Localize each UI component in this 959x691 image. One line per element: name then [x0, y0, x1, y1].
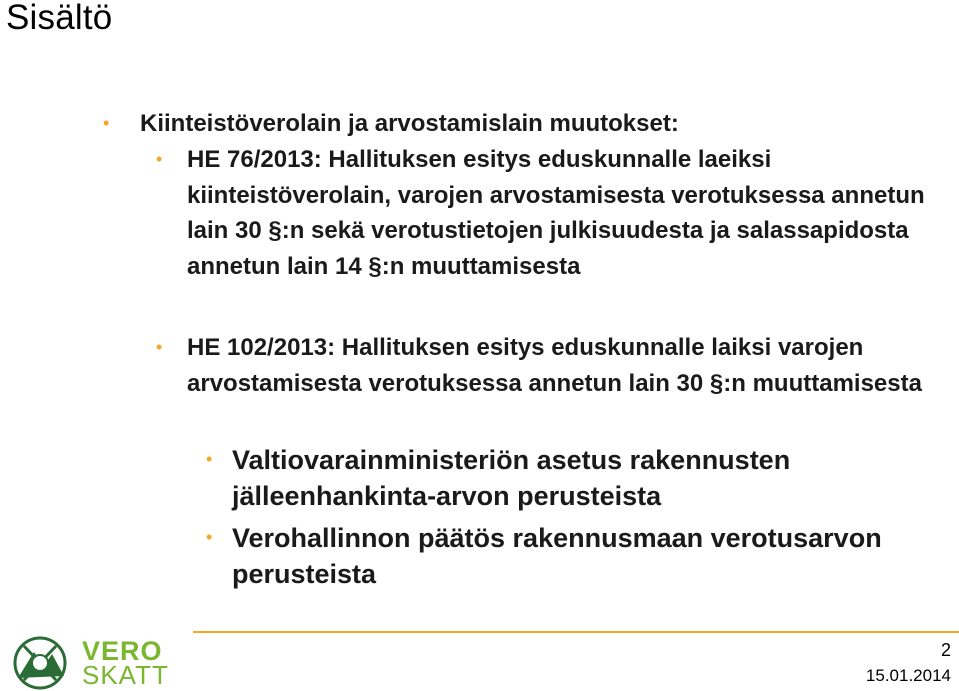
logo-text-skatt: SKATT	[82, 660, 169, 690]
footer-divider	[193, 631, 959, 633]
bullet-level1: Kiinteistöverolain ja arvostamislain muutokset:	[140, 110, 679, 137]
bullet-marker: •	[156, 149, 163, 169]
bullet-marker: •	[103, 113, 110, 133]
slide-date: 15.01.2014	[865, 666, 951, 685]
bullet-level3: Valtiovarainministeriön asetus rakennusten jälleenhankinta-arvon perusteista	[232, 445, 791, 511]
bullet-marker: •	[206, 527, 213, 547]
page-number: 2	[940, 640, 951, 660]
bullet-marker: •	[206, 449, 213, 469]
bullet-level3: Verohallinnon päätös rakennusmaan verotusarvon perusteista	[232, 523, 882, 589]
logo-text-vero: VERO	[82, 636, 163, 666]
slide-title: Sisältö	[6, 0, 113, 37]
bullet-level2: HE 102/2013: Hallituksen esitys eduskunnalle laiksi varojen arvostamisesta verotuksessa annetun lain 30 §:n muuttamisesta	[187, 334, 922, 397]
bullet-marker: •	[156, 337, 163, 357]
bullet-level2: HE 76/2013: Hallituksen esitys eduskunnalle laeiksi kiinteistöverolain, varojen arvostamisesta verotuksessa annetun lain 30 §:n sekä verotustietojen julkisuudesta ja salassapidosta annetun lain 14 §:n muuttamisesta	[187, 146, 925, 280]
